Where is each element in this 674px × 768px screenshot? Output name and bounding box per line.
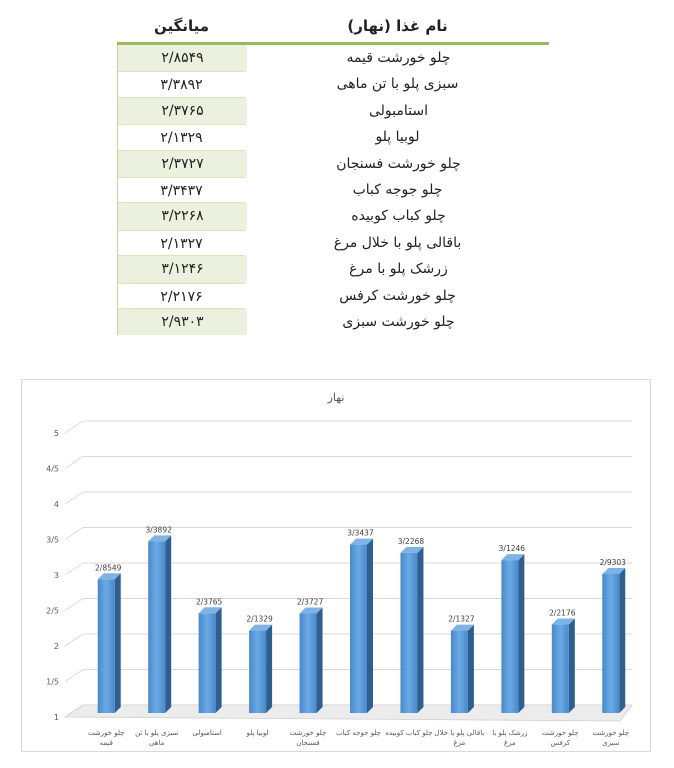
average-cell: ۲/۹۳۰۳: [117, 309, 248, 335]
x-tick-label: مرغ: [453, 739, 466, 747]
header-food-name: نام غذا (نهار): [347, 17, 448, 35]
table-row: [117, 151, 549, 177]
bar-front: [602, 574, 619, 713]
table-row: [117, 230, 549, 256]
data-label: 2/8549: [95, 563, 122, 573]
table-row: [117, 71, 549, 97]
bar-front: [501, 560, 518, 713]
bar-side: [115, 573, 121, 713]
x-tick-label: کرفس: [550, 739, 571, 747]
average-cell: ۲/۱۳۲۷: [117, 230, 246, 256]
bar-front: [552, 625, 569, 713]
y-tick-label: 4: [53, 500, 59, 509]
bar-front: [98, 579, 115, 713]
average-cell: ۲/۳۷۲۷: [117, 151, 248, 177]
x-tick-label: سبزی: [602, 739, 620, 747]
food-name-cell: لوبیا پلو: [246, 124, 549, 150]
y-tick-label: 3/5: [46, 535, 59, 545]
data-label: 3/3437: [347, 528, 374, 538]
x-tick-label: چلو کباب کوبیده: [385, 729, 433, 737]
x-tick-label: ماهی: [148, 739, 165, 747]
average-cell: ۲/۸۵۴۹: [117, 45, 248, 71]
gridline-side: [65, 492, 83, 504]
bar: [249, 625, 272, 713]
bar-side: [619, 568, 625, 713]
bar-front: [199, 613, 216, 713]
y-tick-label: 1/5: [46, 677, 59, 687]
data-label: 2/3727: [296, 597, 324, 607]
data-label: 2/1329: [246, 614, 273, 624]
chart-canvas: [22, 380, 650, 751]
average-cell: ۲/۲۱۷۶: [117, 283, 246, 309]
y-tick-label: 2/5: [46, 606, 59, 616]
table-header: [117, 10, 549, 45]
x-tick-label: فسنجان: [296, 739, 320, 747]
bar-side: [165, 535, 171, 713]
bar: [350, 539, 373, 713]
bar-side: [216, 607, 222, 713]
table-row: [117, 177, 549, 203]
bar: [300, 608, 323, 713]
food-name-cell: باقالی پلو با خلال مرغ: [246, 230, 549, 256]
data-label: 2/9303: [599, 557, 626, 567]
table-row: [117, 203, 549, 229]
bar-front: [148, 541, 165, 713]
data-label: 3/3892: [145, 525, 172, 535]
y-tick-label: 4/5: [46, 464, 59, 474]
x-tick-label: باقالی پلو با خلال: [434, 729, 485, 737]
average-cell: ۳/۳۴۳۷: [117, 177, 246, 203]
y-tick-label: 1: [53, 713, 59, 722]
gridline-side: [65, 421, 83, 433]
average-cell: ۲/۱۳۲۹: [117, 124, 246, 150]
food-name-cell: چلو خورشت سبزی: [248, 309, 549, 335]
table-row: [117, 283, 549, 309]
x-tick-label: چلو خورشت: [87, 729, 125, 737]
bar: [148, 535, 171, 713]
food-name-cell: چلو جوجه کباب: [246, 177, 549, 203]
gridline-side: [65, 599, 83, 611]
x-tick-label: چلو جوجه کباب: [336, 729, 381, 737]
data-label: 3/1246: [498, 544, 526, 554]
bar-front: [400, 553, 417, 713]
x-tick-label: سبزی پلو با تن: [135, 729, 179, 737]
data-label: 2/1327: [448, 614, 475, 624]
bar: [501, 554, 524, 713]
bar-side: [417, 547, 423, 713]
averages-table: [117, 10, 549, 335]
table-body: [117, 45, 549, 335]
gridline-side: [65, 670, 83, 682]
bar-front: [451, 631, 468, 713]
bar-side: [317, 608, 323, 713]
bar: [98, 573, 121, 713]
food-name-cell: چلو کباب کوبیده: [248, 203, 549, 229]
bar-chart: [21, 379, 651, 752]
average-cell: ۲/۳۷۶۵: [117, 98, 248, 124]
food-name-cell: سبزی پلو با تن ماهی: [246, 71, 549, 97]
bar-front: [350, 545, 367, 713]
gridline-side: [65, 457, 83, 469]
x-tick-label: مرغ: [503, 739, 516, 747]
bar-side: [468, 625, 474, 713]
y-tick-label: 5: [53, 429, 59, 438]
data-label: 2/3765: [195, 597, 223, 607]
table-row: [117, 309, 549, 335]
table-row: [117, 256, 549, 282]
x-tick-label: زرشک پلو با: [492, 729, 528, 737]
y-tick-label: 3: [53, 571, 59, 580]
bar: [451, 625, 474, 713]
x-tick-label: چلو خورشت: [542, 729, 579, 737]
bar-front: [300, 614, 317, 713]
x-tick-label: قیمه: [99, 739, 113, 747]
gridline-side: [65, 563, 83, 575]
bar: [400, 547, 423, 713]
y-tick-label: 2: [53, 642, 59, 651]
bar: [552, 619, 575, 713]
table-row: [117, 98, 549, 124]
x-tick-label: لوبیا پلو: [246, 729, 269, 737]
food-name-cell: چلو خورشت قیمه: [248, 45, 549, 71]
gridline-side: [65, 528, 83, 540]
bar: [602, 568, 625, 713]
data-label: 2/2176: [549, 608, 576, 618]
table-row: [117, 45, 549, 71]
bar-side: [569, 619, 575, 713]
food-name-cell: چلو خورشت فسنجان: [248, 151, 549, 177]
food-name-cell: زرشک پلو با مرغ: [248, 256, 549, 282]
bar-side: [367, 539, 373, 713]
data-label: 3/2268: [397, 536, 425, 546]
bar-side: [518, 554, 524, 713]
bar-front: [249, 631, 266, 713]
x-tick-label: چلو خورشت: [592, 729, 630, 737]
gridline-side: [65, 634, 83, 646]
food-name-cell: استامبولی: [248, 98, 549, 124]
table-row: [117, 124, 549, 150]
bar: [199, 607, 222, 713]
chart-title: نهار: [327, 391, 345, 404]
bar-side: [266, 625, 272, 713]
food-name-cell: چلو خورشت کرفس: [246, 283, 549, 309]
average-cell: ۳/۳۸۹۲: [117, 71, 246, 97]
x-tick-label: استامبولی: [192, 729, 222, 737]
average-cell: ۳/۲۲۶۸: [117, 203, 248, 229]
x-tick-label: چلو خورشت: [289, 729, 327, 737]
header-average: میانگین: [153, 17, 210, 35]
average-cell: ۳/۱۲۴۶: [117, 256, 248, 282]
